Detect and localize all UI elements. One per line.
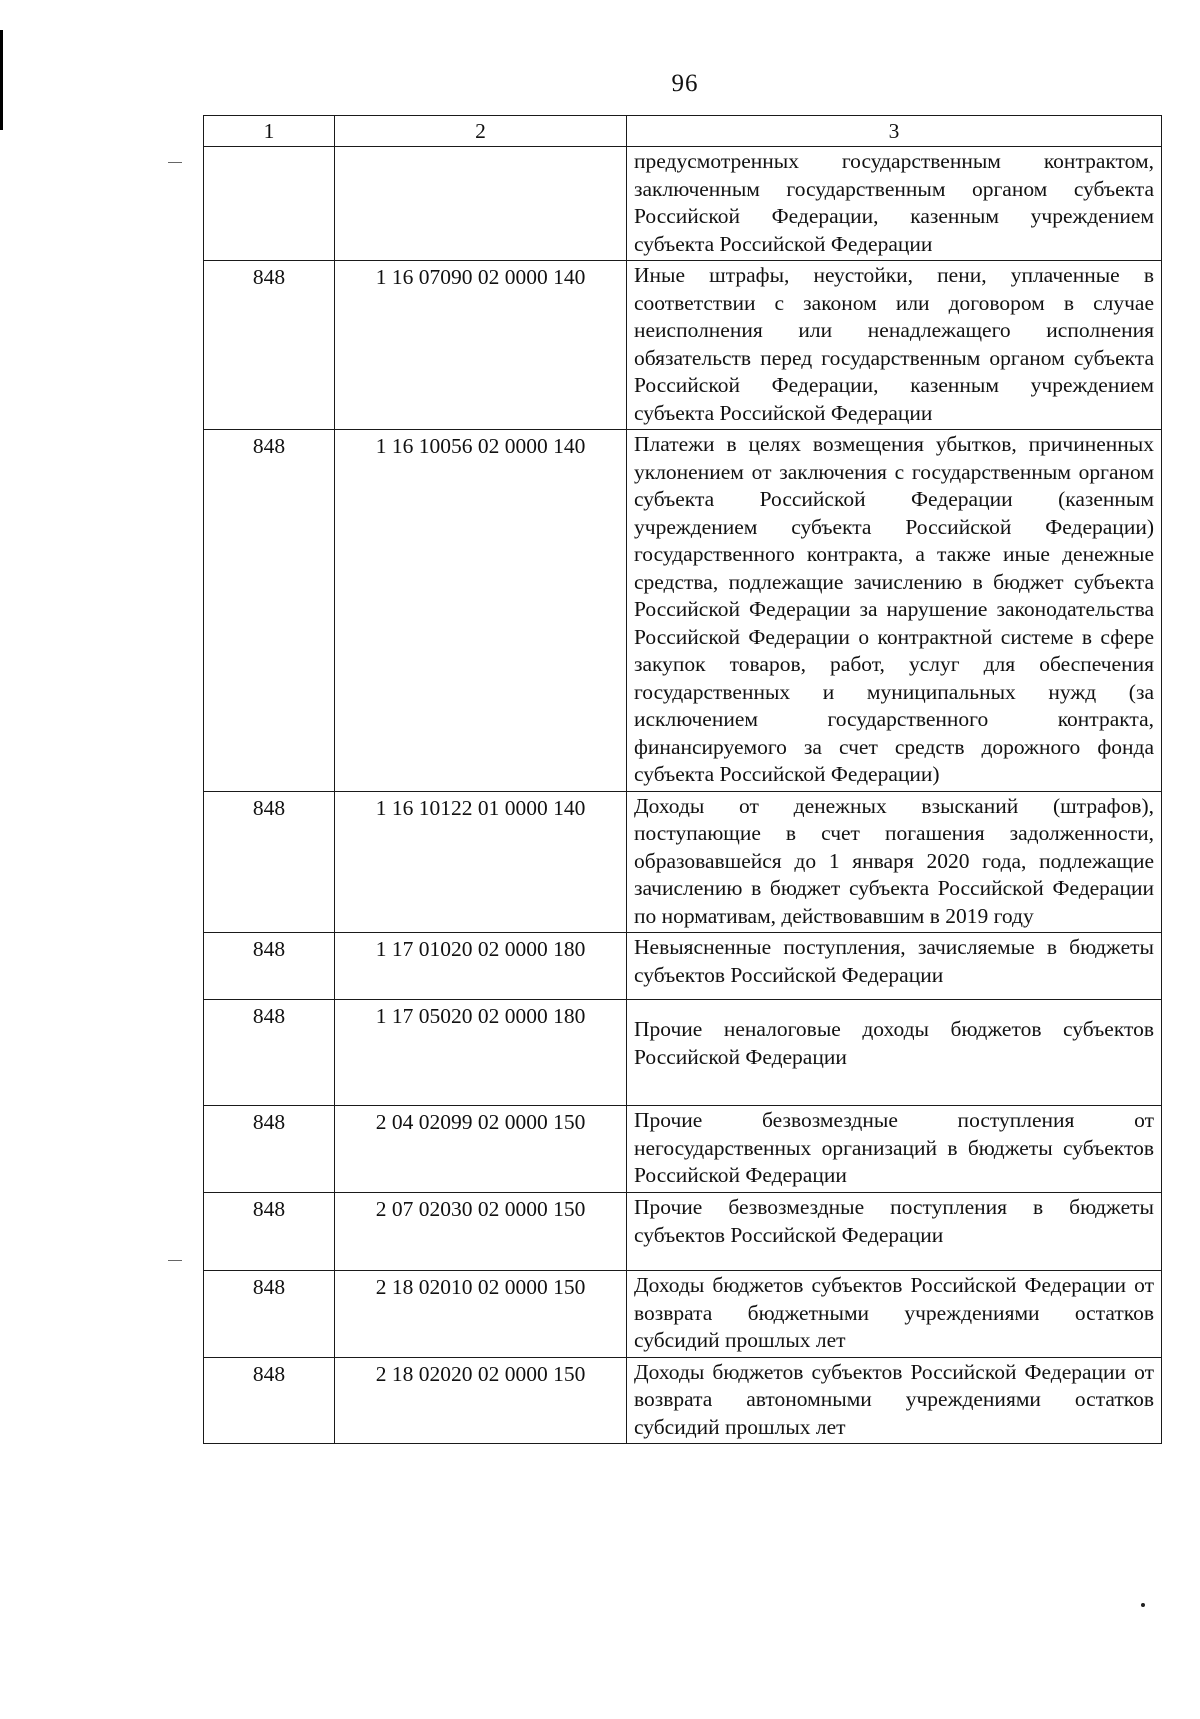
budget-revenue-table — [203, 115, 1162, 1444]
table-header-row — [204, 116, 1162, 147]
budget-code-cell: 1 16 07090 02 0000 140 — [335, 261, 627, 430]
description-cell: предусмотренных государственным контрактом, заключенным государственным органом субъекта Российской Федерации, казенным учреждением субъекта Российской Федерации — [627, 147, 1162, 261]
header-col-1: 1 — [204, 116, 335, 147]
description-cell: Платежи в целях возмещения убытков, причиненных уклонением от заключения с государственным органом субъекта Российской Федерации (казенным учреждением субъекта Российской Федерации) государственного контракта, а также иные денежные средства, подлежащие зачислению в бюджет субъекта Российской Федерации за нарушение законодательства Российской Федерации о контрактной системе в сфере закупок товаров, работ, услуг для обеспечения государственных и муниципальных нужд (за исключением государственного контракта, финансируемого за счет средств дорожного фонда субъекта Российской Федерации) — [627, 430, 1162, 792]
table-row — [204, 933, 1162, 1000]
header-col-3: 3 — [627, 116, 1162, 147]
budget-code-cell: 2 18 02010 02 0000 150 — [335, 1271, 627, 1358]
admin-code-cell: 848 — [204, 430, 335, 792]
table-row — [204, 430, 1162, 792]
admin-code-cell: 848 — [204, 1106, 335, 1193]
admin-code-cell: 848 — [204, 933, 335, 1000]
table-row — [204, 261, 1162, 430]
budget-code-cell: 1 16 10122 01 0000 140 — [335, 791, 627, 933]
scan-edge-mark-small-2 — [168, 1260, 182, 1261]
admin-code-cell: 848 — [204, 791, 335, 933]
description-cell: Прочие безвозмездные поступления от негосударственных организаций в бюджеты субъектов Российской Федерации — [627, 1106, 1162, 1193]
admin-code-cell: 848 — [204, 1193, 335, 1271]
description-cell: Доходы бюджетов субъектов Российской Федерации от возврата автономными учреждениями остатков субсидий прошлых лет — [627, 1357, 1162, 1444]
table-row — [204, 1271, 1162, 1358]
admin-code-cell: 848 — [204, 1271, 335, 1358]
scan-edge-mark-small — [168, 162, 182, 163]
table-row — [204, 1193, 1162, 1271]
description-cell: Доходы от денежных взысканий (штрафов), поступающие в счет погашения задолженности, образовавшейся до 1 января 2020 года, подлежащие зачислению в бюджет субъекта Российской Федерации по нормативам, действовавшим в 2019 году — [627, 791, 1162, 933]
budget-code-cell: 2 04 02099 02 0000 150 — [335, 1106, 627, 1193]
budget-code-cell: 1 17 01020 02 0000 180 — [335, 933, 627, 1000]
page-number: 96 — [671, 70, 699, 97]
table-row — [204, 147, 1162, 261]
budget-code-cell: 2 18 02020 02 0000 150 — [335, 1357, 627, 1444]
description-cell: Доходы бюджетов субъектов Российской Федерации от возврата бюджетными учреждениями остатков субсидий прошлых лет — [627, 1271, 1162, 1358]
header-col-2: 2 — [335, 116, 627, 147]
budget-code-cell: 2 07 02030 02 0000 150 — [335, 1193, 627, 1271]
scan-speck — [1141, 1603, 1145, 1607]
admin-code-cell: 848 — [204, 1357, 335, 1444]
table-row — [204, 791, 1162, 933]
description-cell: Невыясненные поступления, зачисляемые в бюджеты субъектов Российской Федерации — [627, 933, 1162, 1000]
admin-code-cell — [204, 147, 335, 261]
budget-code-cell: 1 17 05020 02 0000 180 — [335, 1000, 627, 1106]
budget-code-cell: 1 16 10056 02 0000 140 — [335, 430, 627, 792]
budget-code-cell — [335, 147, 627, 261]
table-row — [204, 1000, 1162, 1106]
table-row — [204, 1106, 1162, 1193]
admin-code-cell: 848 — [204, 261, 335, 430]
table-row — [204, 1357, 1162, 1444]
admin-code-cell: 848 — [204, 1000, 335, 1106]
description-cell: Прочие неналоговые доходы бюджетов субъектов Российской Федерации — [627, 1000, 1162, 1106]
description-cell: Прочие безвозмездные поступления в бюджеты субъектов Российской Федерации — [627, 1193, 1162, 1271]
description-cell: Иные штрафы, неустойки, пени, уплаченные в соответствии с законом или договором в случае неисполнения или ненадлежащего исполнения обязательств перед государственным органом субъекта Российской Федерации, казенным учреждением субъекта Российской Федерации — [627, 261, 1162, 430]
